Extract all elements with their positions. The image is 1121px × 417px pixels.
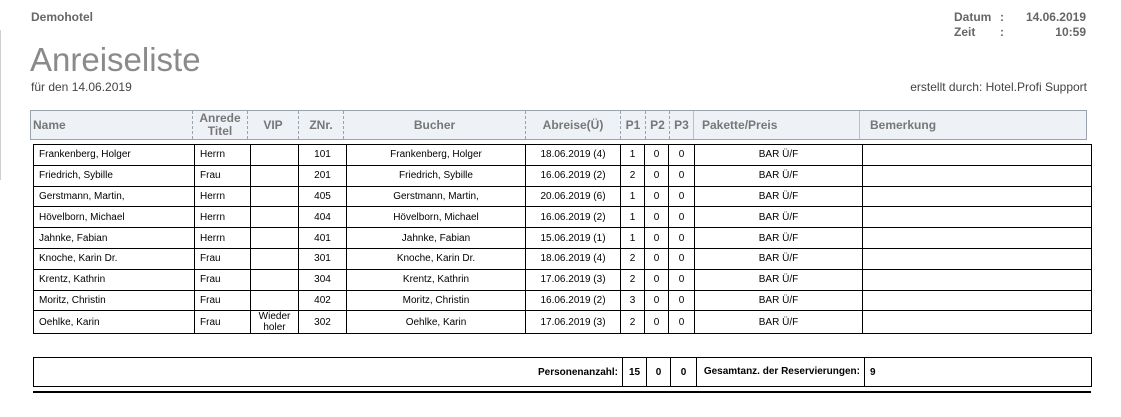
cell-p2: 0 bbox=[645, 165, 669, 186]
table-row bbox=[34, 186, 1092, 207]
cell-name: Frankenberg, Holger bbox=[34, 145, 195, 166]
arrivals-table-body bbox=[34, 145, 1092, 334]
cell-paket-preis: BAR Ü/F bbox=[695, 228, 863, 249]
cell-bucher: Knoche, Karin Dr. bbox=[347, 248, 526, 269]
table-row bbox=[34, 228, 1092, 249]
cell-anrede: Herrn bbox=[195, 228, 251, 249]
cell-bucher: Krentz, Kathrin bbox=[347, 269, 526, 290]
persons-total-p2: 0 bbox=[647, 358, 671, 387]
table-row bbox=[34, 145, 1092, 166]
cell-bemerkung bbox=[863, 186, 1092, 207]
persons-count-label: Personenanzahl: bbox=[34, 358, 623, 387]
reservations-total-value: 9 bbox=[865, 358, 1092, 387]
date-label: Datum bbox=[954, 10, 992, 24]
cell-paket-preis: BAR Ü/F bbox=[695, 248, 863, 269]
cell-abreise: 15.06.2019 (1) bbox=[526, 228, 621, 249]
cell-abreise: 20.06.2019 (6) bbox=[526, 186, 621, 207]
cell-vip bbox=[251, 207, 299, 228]
cell-abreise: 16.06.2019 (2) bbox=[526, 165, 621, 186]
report-bottom-rule bbox=[33, 391, 1091, 393]
cell-vip: Wieder holer bbox=[251, 311, 299, 334]
cell-p1: 2 bbox=[621, 269, 645, 290]
cell-abreise: 17.06.2019 (3) bbox=[526, 269, 621, 290]
cell-vip bbox=[251, 290, 299, 311]
cell-anrede: Frau bbox=[195, 290, 251, 311]
cell-bucher: Gerstmann, Martin, bbox=[347, 186, 526, 207]
created-by-label bbox=[910, 80, 1087, 94]
cell-bucher: Moritz, Christin bbox=[347, 290, 526, 311]
cell-znr: 402 bbox=[299, 290, 347, 311]
cell-vip bbox=[251, 165, 299, 186]
cell-abreise: 18.06.2019 (4) bbox=[526, 145, 621, 166]
cell-bucher: Frankenberg, Holger bbox=[347, 145, 526, 166]
column-header-row bbox=[30, 110, 1087, 140]
cell-p1: 1 bbox=[621, 207, 645, 228]
cell-vip bbox=[251, 248, 299, 269]
cell-p2: 0 bbox=[645, 248, 669, 269]
cell-znr: 404 bbox=[299, 207, 347, 228]
cell-paket-preis: BAR Ü/F bbox=[695, 186, 863, 207]
cell-anrede: Herrn bbox=[195, 145, 251, 166]
cell-p1: 3 bbox=[621, 290, 645, 311]
reservations-total-label: Gesamtanz. der Reservierungen: bbox=[697, 358, 865, 387]
cell-anrede: Herrn bbox=[195, 186, 251, 207]
cell-vip bbox=[251, 269, 299, 290]
cell-name: Jahnke, Fabian bbox=[34, 228, 195, 249]
cell-p1: 1 bbox=[621, 186, 645, 207]
column-header-bucher: Bucher bbox=[343, 111, 525, 139]
cell-vip bbox=[251, 228, 299, 249]
cell-name: Moritz, Christin bbox=[34, 290, 195, 311]
cell-bemerkung bbox=[863, 207, 1092, 228]
cell-bemerkung bbox=[863, 269, 1092, 290]
cell-znr: 304 bbox=[299, 269, 347, 290]
cell-p2: 0 bbox=[645, 269, 669, 290]
cell-p3: 0 bbox=[669, 145, 695, 166]
arrivals-table bbox=[33, 144, 1092, 334]
cell-bucher: Jahnke, Fabian bbox=[347, 228, 526, 249]
cell-bemerkung bbox=[863, 290, 1092, 311]
cell-p2: 0 bbox=[645, 228, 669, 249]
cell-znr: 201 bbox=[299, 165, 347, 186]
column-header-p1: P1 bbox=[620, 111, 645, 139]
cell-p3: 0 bbox=[669, 228, 695, 249]
cell-p2: 0 bbox=[645, 290, 669, 311]
cell-anrede: Frau bbox=[195, 248, 251, 269]
cell-p3: 0 bbox=[669, 311, 695, 334]
cell-abreise: 17.06.2019 (3) bbox=[526, 311, 621, 334]
cell-abreise: 16.06.2019 (2) bbox=[526, 290, 621, 311]
cell-paket-preis: BAR Ü/F bbox=[695, 207, 863, 228]
hotel-name: Demohotel bbox=[31, 10, 94, 24]
cell-p1: 1 bbox=[621, 145, 645, 166]
cell-paket-preis: BAR Ü/F bbox=[695, 269, 863, 290]
persons-total-p3: 0 bbox=[671, 358, 697, 387]
cell-p2: 0 bbox=[645, 186, 669, 207]
cell-name: Oehlke, Karin bbox=[34, 311, 195, 334]
totals-row bbox=[34, 358, 1092, 387]
cell-paket-preis: BAR Ü/F bbox=[695, 165, 863, 186]
time-value: 10:59 bbox=[1055, 25, 1086, 39]
cell-znr: 301 bbox=[299, 248, 347, 269]
cell-abreise: 18.06.2019 (4) bbox=[526, 248, 621, 269]
page-title: Anreiseliste bbox=[30, 41, 201, 78]
table-row bbox=[34, 290, 1092, 311]
cell-paket-preis: BAR Ü/F bbox=[695, 311, 863, 334]
cell-anrede: Herrn bbox=[195, 207, 251, 228]
column-header-abreise: Abreise(Ü) bbox=[525, 111, 620, 139]
cell-anrede: Frau bbox=[195, 311, 251, 334]
cell-bucher: Hövelborn, Michael bbox=[347, 207, 526, 228]
column-header-name: Name bbox=[33, 117, 66, 132]
cell-bucher: Friedrich, Sybille bbox=[347, 165, 526, 186]
time-label: Zeit bbox=[954, 25, 976, 39]
persons-total-p1: 15 bbox=[623, 358, 647, 387]
cell-vip bbox=[251, 145, 299, 166]
date-time-block bbox=[954, 10, 1086, 40]
date-value: 14.06.2019 bbox=[1025, 10, 1086, 24]
time-separator: : bbox=[1000, 25, 1004, 39]
cell-p3: 0 bbox=[669, 269, 695, 290]
report-date-subtitle: für den 14.06.2019 bbox=[31, 80, 132, 94]
cell-znr: 302 bbox=[299, 311, 347, 334]
table-row bbox=[34, 248, 1092, 269]
cell-p2: 0 bbox=[645, 207, 669, 228]
cell-bemerkung bbox=[863, 248, 1092, 269]
table-row bbox=[34, 165, 1092, 186]
totals-table bbox=[33, 357, 1092, 387]
created-by-text: erstellt durch: Hotel.Profi Support bbox=[910, 80, 1087, 94]
cell-p2: 0 bbox=[645, 145, 669, 166]
cell-bemerkung bbox=[863, 311, 1092, 334]
cell-p3: 0 bbox=[669, 290, 695, 311]
cell-vip bbox=[251, 186, 299, 207]
cell-abreise: 16.06.2019 (2) bbox=[526, 207, 621, 228]
column-header-pakete: Pakette/Preis bbox=[693, 111, 859, 139]
cell-p3: 0 bbox=[669, 186, 695, 207]
cell-name: Friedrich, Sybille bbox=[34, 165, 195, 186]
page-edge-line bbox=[0, 30, 1, 180]
cell-znr: 101 bbox=[299, 145, 347, 166]
cell-bemerkung bbox=[863, 165, 1092, 186]
cell-anrede: Frau bbox=[195, 165, 251, 186]
cell-p1: 2 bbox=[621, 165, 645, 186]
cell-p1: 2 bbox=[621, 248, 645, 269]
cell-bemerkung bbox=[863, 228, 1092, 249]
cell-paket-preis: BAR Ü/F bbox=[695, 290, 863, 311]
cell-anrede: Frau bbox=[195, 269, 251, 290]
cell-p1: 2 bbox=[621, 311, 645, 334]
table-row bbox=[34, 311, 1092, 334]
column-header-anrede: Anrede Titel bbox=[192, 111, 247, 139]
column-header-vip: VIP bbox=[247, 111, 298, 139]
cell-p3: 0 bbox=[669, 248, 695, 269]
column-header-p3: P3 bbox=[669, 111, 693, 139]
cell-znr: 401 bbox=[299, 228, 347, 249]
cell-znr: 405 bbox=[299, 186, 347, 207]
cell-p3: 0 bbox=[669, 207, 695, 228]
cell-name: Hövelborn, Michael bbox=[34, 207, 195, 228]
table-row bbox=[34, 207, 1092, 228]
cell-p3: 0 bbox=[669, 165, 695, 186]
cell-p1: 1 bbox=[621, 228, 645, 249]
cell-name: Gerstmann, Martin, bbox=[34, 186, 195, 207]
cell-name: Knoche, Karin Dr. bbox=[34, 248, 195, 269]
cell-bucher: Oehlke, Karin bbox=[347, 311, 526, 334]
cell-bemerkung bbox=[863, 145, 1092, 166]
date-separator: : bbox=[1000, 10, 1004, 24]
cell-paket-preis: BAR Ü/F bbox=[695, 145, 863, 166]
cell-p2: 0 bbox=[645, 311, 669, 334]
column-header-p2: P2 bbox=[645, 111, 669, 139]
column-header-znr: ZNr. bbox=[298, 111, 343, 139]
cell-name: Krentz, Kathrin bbox=[34, 269, 195, 290]
table-row bbox=[34, 269, 1092, 290]
column-header-bemerkung: Bemerkung bbox=[859, 111, 1086, 139]
